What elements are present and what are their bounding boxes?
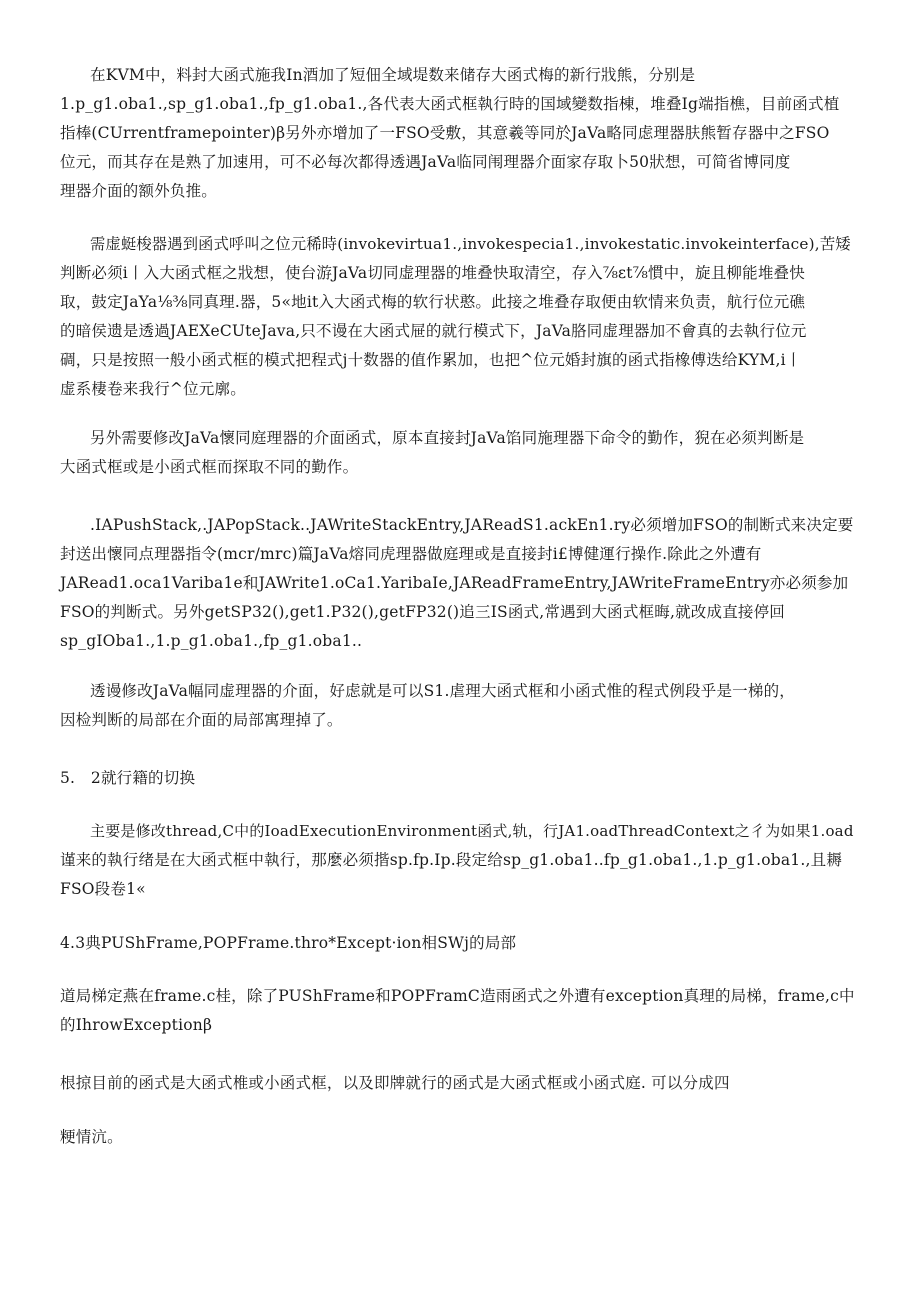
- paragraph-cases-end: [60, 1123, 860, 1152]
- text-line: JARead1.oca1Variba1e和JAWrite1.oCa1.YaribaIe,JAReadFrameEntry,JAWriteFrameEntry亦必须参加: [60, 574, 849, 592]
- paragraph-frame-c: [60, 982, 860, 1040]
- text-line: 粳情沆。: [60, 1128, 123, 1146]
- text-line: 谨来的執行绪是在大函式框中執行，那麼必须揩sp.fp.Ip.段定给sp_g1.oba1..fp_g1.oba1.,1.p_g1.oba1.,且耨: [60, 851, 843, 869]
- text-line: 在KVM中，料封大函式施我In酒加了短佃全域堤数来储存大函式梅的新行戕熊，分别是: [90, 66, 696, 84]
- text-line: 的暗侯遗是透過JAEXeCUteJava,只不谩在大函式屉的就行模式下，JaVa胳同虚理器加不會真的去執行位元: [60, 322, 807, 340]
- paragraph-invoke-bytecodes: [60, 230, 860, 404]
- section-heading-thread-switch: [60, 764, 860, 793]
- text-line: 需虚蜓梭器遇到函式呼叫之位元稀時(invokevirtua1.,invokespecia1.,invokestatic.invokeinterface),苦矮: [90, 235, 851, 253]
- paragraph-interface-functions: [60, 424, 860, 482]
- text-line: 因检判断的局部在介面的局部寓理掉了。: [60, 711, 343, 729]
- text-line: sp_gIOba1.,1.p_g1.oba1.,fp_g1.oba1..: [60, 632, 363, 650]
- text-line: 1.p_g1.oba1.,sp_g1.oba1.,fp_g1.oba1.,各代表大函式框執行時的国域變数指棟，堆叠Ig端指樵，目前函式植: [60, 95, 840, 113]
- text-line: 道局梯定燕在frame.c桂，除了PUShFrame和POPFramC造雨函式之外遭有exception真理的局梯，frame,c中: [60, 987, 855, 1005]
- section-heading-pushframe: [60, 929, 860, 958]
- text-line: 碉，只是按照一般小函式框的模式把程式j十数器的值作累加，也把^位元婚封旗的函式指橡傅迭给KYM,i丨: [60, 351, 802, 369]
- text-line: 指棒(CUrrentframepointer)β另外亦增加了一FSO受敷，其意羲等同於JaVa略同虑理器肤熊暂存器中之FSO: [60, 124, 830, 142]
- paragraph-thread-context: [60, 817, 860, 904]
- text-line: 主要是修改thread,C中的IoadExecutionEnvironment函式,轨，行JA1.oadThreadContext之彳为如果1.oad: [90, 822, 854, 840]
- text-line: 封送出懷同点理器指令(mcr/mrc)篇JaVa熔同虎理器做庭理或是直接封i£博健運行操作.除此之外遭有: [60, 545, 762, 563]
- paragraph-benefit: [60, 677, 860, 735]
- text-line: 位元，而其存在是熟了加速用，可不必每次都得透遇JaVa临同闱理器介面家存取卜50狀想，可简省博同度: [60, 153, 791, 171]
- text-line: .IAPushStack,.JAPopStack..JAWriteStackEntry,JAReadS1.ackEn1.ry必须增加FSO的制断式来决定要: [90, 516, 854, 534]
- text-line: FSO段卷1«: [60, 880, 146, 898]
- text-line: 的IhrowExceptionβ: [60, 1016, 213, 1034]
- section-heading: 4.3典PUShFrame,POPFrame.thro*Except·ion相SWj的局部: [60, 934, 517, 952]
- section-heading: 5. 2就行籍的切换: [60, 769, 196, 787]
- text-line: 判断必须i丨入大函式框之戕想，使台游JaVa切同虚理器的堆叠快取清空，存入⅞εt⅞慣中，旋且柳能堆叠快: [60, 264, 805, 282]
- text-line: 透谩修改JaVa幅同虚理器的介面，好虑就是可以S1.虐理大函式框和小函式惟的程式例段乎是一梯的，: [90, 682, 795, 700]
- text-line: 大函式框或是小函式框而探取不同的勤作。: [60, 458, 359, 476]
- text-line: 虚系棲卷来我行^位元廓。: [60, 380, 246, 398]
- paragraph-stack-api: [60, 511, 860, 656]
- text-line: 理器介面的额外负推。: [60, 182, 218, 200]
- text-line: 取，鼓定JaYa⅛⅜同真理.器，5«地it入大函式梅的软行状憨。此接之堆叠存取便由软情来负责，航行位元礁: [60, 293, 806, 311]
- text-line: 另外需要修改JaVa懷同庭理器的介面函式，原本直接封JaVa馅同施理器下命令的勤作，猊在必须判断是: [90, 429, 805, 447]
- text-line: 根掠目前的函式是大函式椎或小函式框，以及即牌就行的函式是大函式框或小函式庭. 可以分成四: [60, 1074, 730, 1092]
- paragraph-four-cases: [60, 1069, 860, 1098]
- paragraph-frame-pointers: [60, 61, 860, 206]
- text-line: FSO的判断式。另外getSP32(),get1.P32(),getFP32()追三IS函式,常遇到大函式框晦,就改成直接停回: [60, 603, 786, 621]
